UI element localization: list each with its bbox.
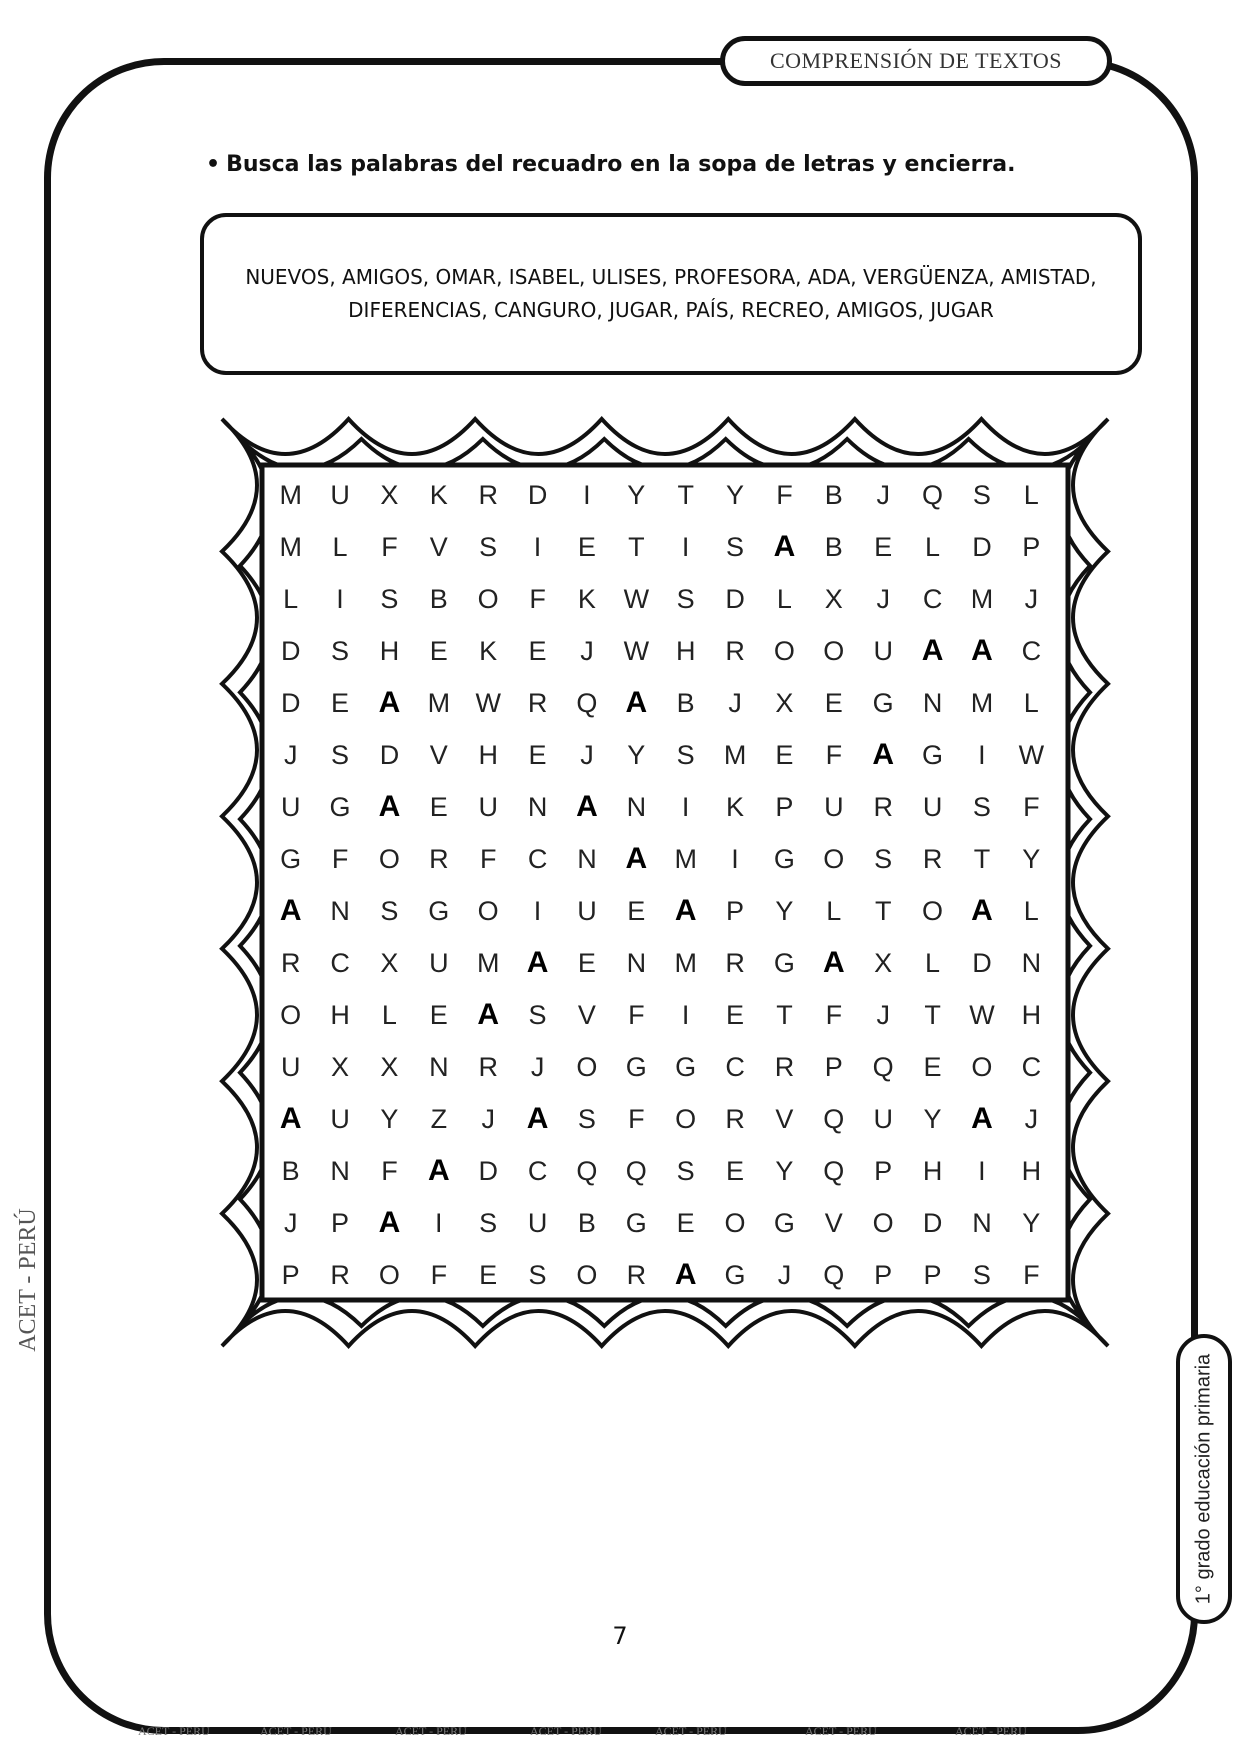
grid-cell[interactable]: F bbox=[776, 479, 793, 510]
grid-cell[interactable]: V bbox=[577, 999, 596, 1030]
grid-cell[interactable]: E bbox=[923, 1051, 942, 1082]
grid-cell[interactable]: H bbox=[675, 635, 696, 666]
grid-cell[interactable]: B bbox=[824, 479, 843, 510]
grid-cell[interactable]: A bbox=[576, 790, 598, 823]
word-list-line-2: DIFERENCIAS, CANGURO, JUGAR, PAÍS, RECREO, AMIGOS, JUGAR bbox=[348, 298, 994, 322]
grid-cell[interactable]: N bbox=[527, 791, 548, 822]
grid-cell[interactable]: E bbox=[824, 687, 843, 718]
grid-cell[interactable]: A bbox=[477, 998, 500, 1031]
grid-cell[interactable]: V bbox=[824, 1207, 843, 1238]
grid-cell[interactable]: Q bbox=[576, 1155, 598, 1186]
grid-cell[interactable]: D bbox=[922, 1207, 943, 1238]
grid-cell[interactable]: P bbox=[824, 1051, 843, 1082]
grid-cell[interactable]: E bbox=[676, 1207, 695, 1238]
grid-cell[interactable]: I bbox=[533, 531, 542, 562]
grid-cell[interactable]: A bbox=[279, 1102, 302, 1135]
grid-cell[interactable]: O bbox=[922, 895, 944, 926]
grid-cell[interactable]: A bbox=[971, 1102, 993, 1135]
grid-cell[interactable]: U bbox=[922, 791, 943, 822]
grid-cell[interactable]: W bbox=[969, 999, 995, 1030]
grid-cell[interactable]: M bbox=[674, 947, 697, 978]
grid-cell[interactable]: X bbox=[331, 1051, 350, 1082]
grid-cell[interactable]: M bbox=[427, 687, 451, 718]
grid-cell[interactable]: L bbox=[776, 583, 792, 614]
grid-cell[interactable]: S bbox=[676, 739, 695, 770]
grid-cell[interactable]: H bbox=[478, 739, 498, 770]
grid-cell[interactable]: A bbox=[279, 894, 302, 927]
grid-cell[interactable]: P bbox=[874, 1259, 893, 1290]
grid-cell[interactable]: R bbox=[478, 1051, 498, 1082]
grid-cell[interactable]: R bbox=[527, 687, 548, 718]
grid-cell[interactable]: L bbox=[1023, 687, 1039, 718]
grid-cell[interactable]: U bbox=[330, 1103, 350, 1134]
grid-cell[interactable]: S bbox=[972, 479, 991, 510]
word-box bbox=[200, 213, 1142, 375]
grid-cell[interactable]: Q bbox=[872, 1051, 894, 1082]
grid-cell[interactable]: A bbox=[378, 790, 401, 823]
grid-cell[interactable]: P bbox=[726, 895, 745, 926]
grid-cell[interactable]: B bbox=[824, 531, 843, 562]
grid-cell[interactable]: L bbox=[1023, 895, 1039, 926]
footer-watermark-text: ACET - PERU bbox=[138, 1724, 210, 1738]
grid-cell[interactable]: P bbox=[1022, 531, 1041, 562]
grid-cell[interactable]: A bbox=[427, 1154, 450, 1187]
grid-cell[interactable]: N bbox=[577, 843, 597, 874]
grid-cell[interactable]: Y bbox=[380, 1103, 399, 1134]
grid-cell[interactable]: F bbox=[628, 1103, 645, 1134]
grid-cell[interactable]: N bbox=[626, 947, 647, 978]
grid-cell[interactable]: Q bbox=[576, 687, 598, 718]
grid-cell[interactable]: T bbox=[874, 895, 892, 926]
grid-cell[interactable]: M bbox=[970, 583, 994, 614]
grid-cell[interactable]: F bbox=[825, 739, 843, 770]
grid-cell[interactable]: Q bbox=[823, 1259, 845, 1290]
grid-cell[interactable]: T bbox=[776, 999, 793, 1030]
grid-cell[interactable]: O bbox=[823, 635, 845, 666]
grid-cell[interactable]: R bbox=[626, 1259, 647, 1290]
grid-cell[interactable]: O bbox=[477, 895, 499, 926]
grid-cell[interactable]: T bbox=[973, 843, 991, 874]
grid-cell[interactable]: R bbox=[725, 947, 745, 978]
grid-cell[interactable]: N bbox=[330, 895, 350, 926]
word-list-line-1: NUEVOS, AMIGOS, OMAR, ISABEL, ULISES, PROFESORA, ADA, VERGÜENZA, AMISTAD, bbox=[245, 265, 1097, 289]
grid-cell[interactable]: S bbox=[380, 895, 399, 926]
grid-cell[interactable]: H bbox=[379, 635, 400, 666]
grid-cell[interactable]: X bbox=[775, 687, 794, 718]
grid-cell[interactable]: I bbox=[731, 843, 739, 874]
grid-cell[interactable]: X bbox=[380, 947, 399, 978]
instruction bbox=[206, 152, 1016, 177]
grid-cell[interactable]: S bbox=[577, 1103, 596, 1134]
grid-cell[interactable]: L bbox=[332, 531, 348, 562]
grid-cell[interactable]: D bbox=[280, 635, 301, 666]
grid-cell[interactable]: I bbox=[681, 791, 690, 822]
grid-cell[interactable]: H bbox=[330, 999, 350, 1030]
grid-cell[interactable]: S bbox=[380, 583, 399, 614]
grid-cell[interactable]: F bbox=[479, 843, 497, 874]
grid-cell[interactable]: P bbox=[331, 1207, 350, 1238]
grid-cell[interactable]: E bbox=[577, 531, 596, 562]
grid-cell[interactable]: D bbox=[972, 531, 992, 562]
instruction-text: Busca las palabras del recuadro en la sopa de letras y encierra. bbox=[226, 152, 1016, 177]
grid-cell[interactable]: B bbox=[577, 1207, 596, 1238]
grid-cell[interactable]: Z bbox=[430, 1103, 448, 1134]
grid-cell[interactable]: S bbox=[874, 843, 893, 874]
grid-cell[interactable]: Y bbox=[726, 479, 745, 510]
grid-cell[interactable]: W bbox=[623, 583, 650, 614]
grid-cell[interactable]: E bbox=[429, 999, 448, 1030]
grid-cell[interactable]: G bbox=[625, 1051, 647, 1082]
grid-cell[interactable]: R bbox=[478, 479, 498, 510]
grid-cell[interactable]: I bbox=[978, 739, 986, 770]
grid-cell[interactable]: C bbox=[922, 583, 943, 614]
grid-cell[interactable]: U bbox=[429, 947, 449, 978]
grid-cell[interactable]: Q bbox=[922, 479, 944, 510]
grid-cell[interactable]: N bbox=[922, 687, 943, 718]
grid-cell[interactable]: I bbox=[435, 1207, 443, 1238]
grid-cell[interactable]: J bbox=[283, 1207, 298, 1238]
grid-cell[interactable]: N bbox=[972, 1207, 992, 1238]
grid-cell[interactable]: O bbox=[576, 1259, 598, 1290]
grid-cell[interactable]: D bbox=[379, 739, 400, 770]
grid-cell[interactable]: A bbox=[971, 894, 993, 927]
grid-cell[interactable]: X bbox=[380, 1051, 399, 1082]
grid-cell[interactable]: J bbox=[876, 999, 890, 1030]
grid-cell[interactable]: J bbox=[1024, 1103, 1039, 1134]
grid-cell[interactable]: C bbox=[527, 843, 548, 874]
grid-cell[interactable]: A bbox=[625, 686, 648, 719]
grid-cell[interactable]: X bbox=[824, 583, 843, 614]
footer-watermark-text: ACET - PERU bbox=[805, 1724, 877, 1738]
grid-cell[interactable]: G bbox=[280, 843, 302, 874]
grid-cell[interactable]: V bbox=[775, 1103, 794, 1134]
grid-cell[interactable]: F bbox=[825, 999, 843, 1030]
grid-cell[interactable]: F bbox=[1023, 791, 1040, 822]
grid-cell[interactable]: J bbox=[876, 583, 890, 614]
grid-cell[interactable]: E bbox=[429, 635, 448, 666]
grid-cell[interactable]: L bbox=[925, 531, 941, 562]
grid-cell[interactable]: B bbox=[281, 1155, 300, 1186]
grid-cell[interactable]: G bbox=[329, 791, 351, 822]
grid-cell[interactable]: E bbox=[429, 791, 448, 822]
grid-cell[interactable]: Y bbox=[1022, 843, 1041, 874]
grid-cell[interactable]: V bbox=[429, 531, 448, 562]
grid-cell[interactable]: U bbox=[478, 791, 498, 822]
grid-cell[interactable]: R bbox=[725, 1103, 745, 1134]
grid-cell[interactable]: O bbox=[378, 843, 400, 874]
grid-cell[interactable]: J bbox=[876, 479, 890, 510]
grid-cell[interactable]: U bbox=[330, 479, 350, 510]
grid-cell[interactable]: F bbox=[331, 843, 349, 874]
grid-cell[interactable]: L bbox=[826, 895, 842, 926]
grid-cell[interactable]: G bbox=[773, 1207, 795, 1238]
grid-cell[interactable]: P bbox=[775, 791, 794, 822]
grid-cell[interactable]: H bbox=[922, 1155, 943, 1186]
section-title: COMPRENSIÓN DE TEXTOS bbox=[720, 36, 1112, 86]
grid-cell[interactable]: I bbox=[978, 1155, 986, 1186]
grid-cell[interactable]: C bbox=[527, 1155, 548, 1186]
grid-cell[interactable]: F bbox=[381, 531, 398, 562]
grid-cell[interactable]: S bbox=[972, 1259, 991, 1290]
grid-cell[interactable]: V bbox=[429, 739, 448, 770]
grid-cell[interactable]: G bbox=[724, 1259, 746, 1290]
grid-cell[interactable]: Q bbox=[823, 1103, 845, 1134]
grid-cell[interactable]: A bbox=[773, 530, 796, 563]
grid-cell[interactable]: S bbox=[676, 583, 695, 614]
grid-cell[interactable]: J bbox=[1024, 583, 1039, 614]
grid-cell[interactable]: O bbox=[576, 1051, 598, 1082]
grid-cell[interactable]: N bbox=[626, 791, 647, 822]
grid-cell[interactable]: E bbox=[528, 739, 547, 770]
footer-watermark-text: ACET - PERU bbox=[530, 1724, 602, 1738]
grid-cell[interactable]: L bbox=[283, 583, 299, 614]
grid-cell[interactable]: E bbox=[874, 531, 893, 562]
grid-cell[interactable]: J bbox=[580, 739, 594, 770]
word-search-grid bbox=[266, 469, 1056, 1301]
grid-cell[interactable]: S bbox=[331, 635, 350, 666]
grid-cell[interactable]: X bbox=[380, 479, 399, 510]
grid-cell[interactable]: W bbox=[475, 687, 501, 718]
grid-cell[interactable]: D bbox=[527, 479, 548, 510]
grid-cell[interactable]: P bbox=[281, 1259, 300, 1290]
grid-cell[interactable]: R bbox=[280, 947, 301, 978]
grid-cell[interactable]: S bbox=[528, 999, 547, 1030]
grid-cell[interactable]: J bbox=[777, 1259, 792, 1290]
grid-cell[interactable]: S bbox=[726, 531, 745, 562]
grid-cell[interactable]: A bbox=[971, 634, 993, 667]
grid-cell[interactable]: H bbox=[1021, 999, 1042, 1030]
footer-watermark-text: ACET - PERU bbox=[395, 1724, 467, 1738]
footer-watermark-text: ACET - PERU bbox=[955, 1724, 1027, 1738]
grid-cell[interactable]: R bbox=[873, 791, 893, 822]
grid-cell[interactable]: C bbox=[1021, 1051, 1042, 1082]
grid-cell[interactable]: G bbox=[625, 1207, 647, 1238]
grade-tab bbox=[1176, 1334, 1232, 1624]
grid-cell[interactable]: J bbox=[580, 635, 594, 666]
grid-cell[interactable]: R bbox=[330, 1259, 350, 1290]
grid-cell[interactable]: N bbox=[1021, 947, 1042, 978]
grid-cell[interactable]: S bbox=[676, 1155, 695, 1186]
grid-cell[interactable]: Y bbox=[627, 479, 646, 510]
grid-cell[interactable]: H bbox=[1021, 1155, 1042, 1186]
grid-cell[interactable]: D bbox=[478, 1155, 498, 1186]
grid-cell[interactable]: G bbox=[773, 843, 795, 874]
grid-cell[interactable]: B bbox=[676, 687, 695, 718]
grid-cell[interactable]: Q bbox=[625, 1155, 647, 1186]
grid-cell[interactable]: U bbox=[824, 791, 844, 822]
grid-cell[interactable]: E bbox=[577, 947, 596, 978]
footer-watermark bbox=[120, 1724, 1120, 1744]
grid-cell[interactable]: F bbox=[430, 1259, 448, 1290]
grid-cell[interactable]: M bbox=[279, 479, 302, 510]
grid-cell[interactable]: O bbox=[823, 843, 845, 874]
grid-cell[interactable]: Y bbox=[775, 895, 794, 926]
grid-cell[interactable]: O bbox=[378, 1259, 400, 1290]
grid-cell[interactable]: W bbox=[1018, 739, 1045, 770]
grid-cell[interactable]: A bbox=[822, 946, 845, 979]
grid-cell[interactable]: E bbox=[726, 1155, 745, 1186]
grid-cell[interactable]: I bbox=[583, 479, 591, 510]
grid-cell[interactable]: E bbox=[479, 1259, 498, 1290]
grid-cell[interactable]: C bbox=[725, 1051, 745, 1082]
grid-cell[interactable]: E bbox=[726, 999, 745, 1030]
grid-cell[interactable]: X bbox=[874, 947, 893, 978]
grid-cell[interactable]: U bbox=[873, 635, 893, 666]
grid-cell[interactable]: L bbox=[1023, 479, 1039, 510]
grid-cell[interactable]: M bbox=[279, 531, 302, 562]
grid-cell[interactable]: I bbox=[681, 999, 690, 1030]
grid-cell[interactable]: A bbox=[378, 1206, 401, 1239]
grid-cell[interactable]: A bbox=[872, 738, 895, 771]
grid-cell[interactable]: R bbox=[725, 635, 745, 666]
grid-cell[interactable]: M bbox=[723, 739, 747, 770]
grid-cell[interactable]: G bbox=[428, 895, 450, 926]
grid-cell[interactable]: T bbox=[924, 999, 941, 1030]
grid-cell[interactable]: I bbox=[681, 531, 690, 562]
grid-cell[interactable]: U bbox=[527, 1207, 548, 1238]
grid-cell[interactable]: L bbox=[381, 999, 397, 1030]
grid-cell[interactable]: K bbox=[479, 635, 498, 666]
grid-cell[interactable]: F bbox=[628, 999, 645, 1030]
grid-cell[interactable]: U bbox=[577, 895, 597, 926]
grid-cell[interactable]: J bbox=[481, 1103, 495, 1134]
grid-cell[interactable]: M bbox=[970, 687, 994, 718]
grid-cell[interactable]: R bbox=[429, 843, 449, 874]
grid-cell[interactable]: O bbox=[724, 1207, 746, 1238]
grid-cell[interactable]: T bbox=[628, 531, 645, 562]
grid-cell[interactable]: Y bbox=[923, 1103, 942, 1134]
grid-cell[interactable]: U bbox=[280, 1051, 301, 1082]
footer-watermark-text: ACET - PERU bbox=[655, 1724, 727, 1738]
grid-cell[interactable]: C bbox=[330, 947, 350, 978]
grid-cell[interactable]: A bbox=[526, 946, 549, 979]
grid-cell[interactable]: E bbox=[528, 635, 547, 666]
grid-cell[interactable]: M bbox=[476, 947, 500, 978]
grade-tab-label: 1° grado educación primaria bbox=[1192, 1353, 1215, 1605]
grid-cell[interactable]: I bbox=[336, 583, 344, 614]
side-brand-label: ACET - PERÚ bbox=[14, 1208, 41, 1352]
grid-cell[interactable]: T bbox=[677, 479, 694, 510]
grid-cell[interactable]: J bbox=[728, 687, 742, 718]
grid-cell[interactable]: M bbox=[674, 843, 697, 874]
grid-cell[interactable]: A bbox=[921, 634, 944, 667]
grid-cell[interactable]: K bbox=[429, 479, 448, 510]
grid-cell[interactable]: S bbox=[479, 531, 498, 562]
grid-cell[interactable]: Y bbox=[627, 739, 646, 770]
grid-cell[interactable]: S bbox=[479, 1207, 498, 1238]
grid-cell[interactable]: O bbox=[872, 1207, 894, 1238]
grid-cell[interactable]: D bbox=[280, 687, 301, 718]
grid-cell[interactable]: J bbox=[530, 1051, 545, 1082]
grid-cell[interactable]: A bbox=[674, 1258, 697, 1291]
grid-cell[interactable]: G bbox=[773, 947, 795, 978]
grid-cell[interactable]: K bbox=[577, 583, 596, 614]
grid-cell[interactable]: P bbox=[923, 1259, 942, 1290]
grid-cell[interactable]: F bbox=[1023, 1259, 1040, 1290]
grid-cell[interactable]: F bbox=[381, 1155, 398, 1186]
grid-cell[interactable]: E bbox=[331, 687, 350, 718]
grid-cell[interactable]: Y bbox=[1022, 1207, 1041, 1238]
grid-cell[interactable]: A bbox=[674, 894, 697, 927]
grid-cell[interactable]: D bbox=[725, 583, 745, 614]
grid-cell[interactable]: U bbox=[280, 791, 301, 822]
grid-cell[interactable]: L bbox=[925, 947, 941, 978]
grid-cell[interactable]: S bbox=[972, 791, 991, 822]
grid-cell[interactable]: A bbox=[526, 1102, 549, 1135]
grid-cell[interactable]: J bbox=[283, 739, 298, 770]
grid-cell[interactable]: D bbox=[972, 947, 992, 978]
grid-cell[interactable]: U bbox=[873, 1103, 893, 1134]
grid-cell[interactable]: F bbox=[529, 583, 546, 614]
grid-cell[interactable]: A bbox=[378, 686, 401, 719]
grid-cell[interactable]: A bbox=[625, 842, 648, 875]
grid-cell[interactable]: N bbox=[429, 1051, 449, 1082]
grid-cell[interactable]: G bbox=[922, 739, 944, 770]
grid-cell[interactable]: O bbox=[280, 999, 302, 1030]
grid-cell[interactable]: B bbox=[429, 583, 448, 614]
grid-cell[interactable]: O bbox=[675, 1103, 697, 1134]
grid-cell[interactable]: O bbox=[773, 635, 795, 666]
grid-cell[interactable]: O bbox=[477, 583, 499, 614]
grid-cell[interactable]: K bbox=[726, 791, 745, 822]
grid-cell[interactable]: S bbox=[528, 1259, 547, 1290]
grid-cell[interactable]: C bbox=[1021, 635, 1042, 666]
grid-cell[interactable]: R bbox=[774, 1051, 795, 1082]
footer-watermark-text: ACET - PERU bbox=[260, 1724, 332, 1738]
grid-cell[interactable]: W bbox=[623, 635, 650, 666]
page-number: 7 bbox=[612, 1622, 628, 1650]
grid-cell[interactable]: Q bbox=[823, 1155, 845, 1186]
grid-cell[interactable]: S bbox=[331, 739, 350, 770]
instruction-bullet: • bbox=[206, 152, 221, 177]
grid-cell[interactable]: G bbox=[675, 1051, 697, 1082]
grid-cell[interactable]: Y bbox=[775, 1155, 794, 1186]
grid-cell[interactable]: P bbox=[874, 1155, 893, 1186]
grid-cell[interactable]: E bbox=[775, 739, 794, 770]
grid-cell[interactable]: I bbox=[533, 895, 542, 926]
grid-cell[interactable]: R bbox=[922, 843, 943, 874]
grid-cell[interactable]: G bbox=[872, 687, 894, 718]
grid-cell[interactable]: E bbox=[627, 895, 646, 926]
grid-cell[interactable]: O bbox=[971, 1051, 993, 1082]
grid-cell[interactable]: N bbox=[330, 1155, 350, 1186]
